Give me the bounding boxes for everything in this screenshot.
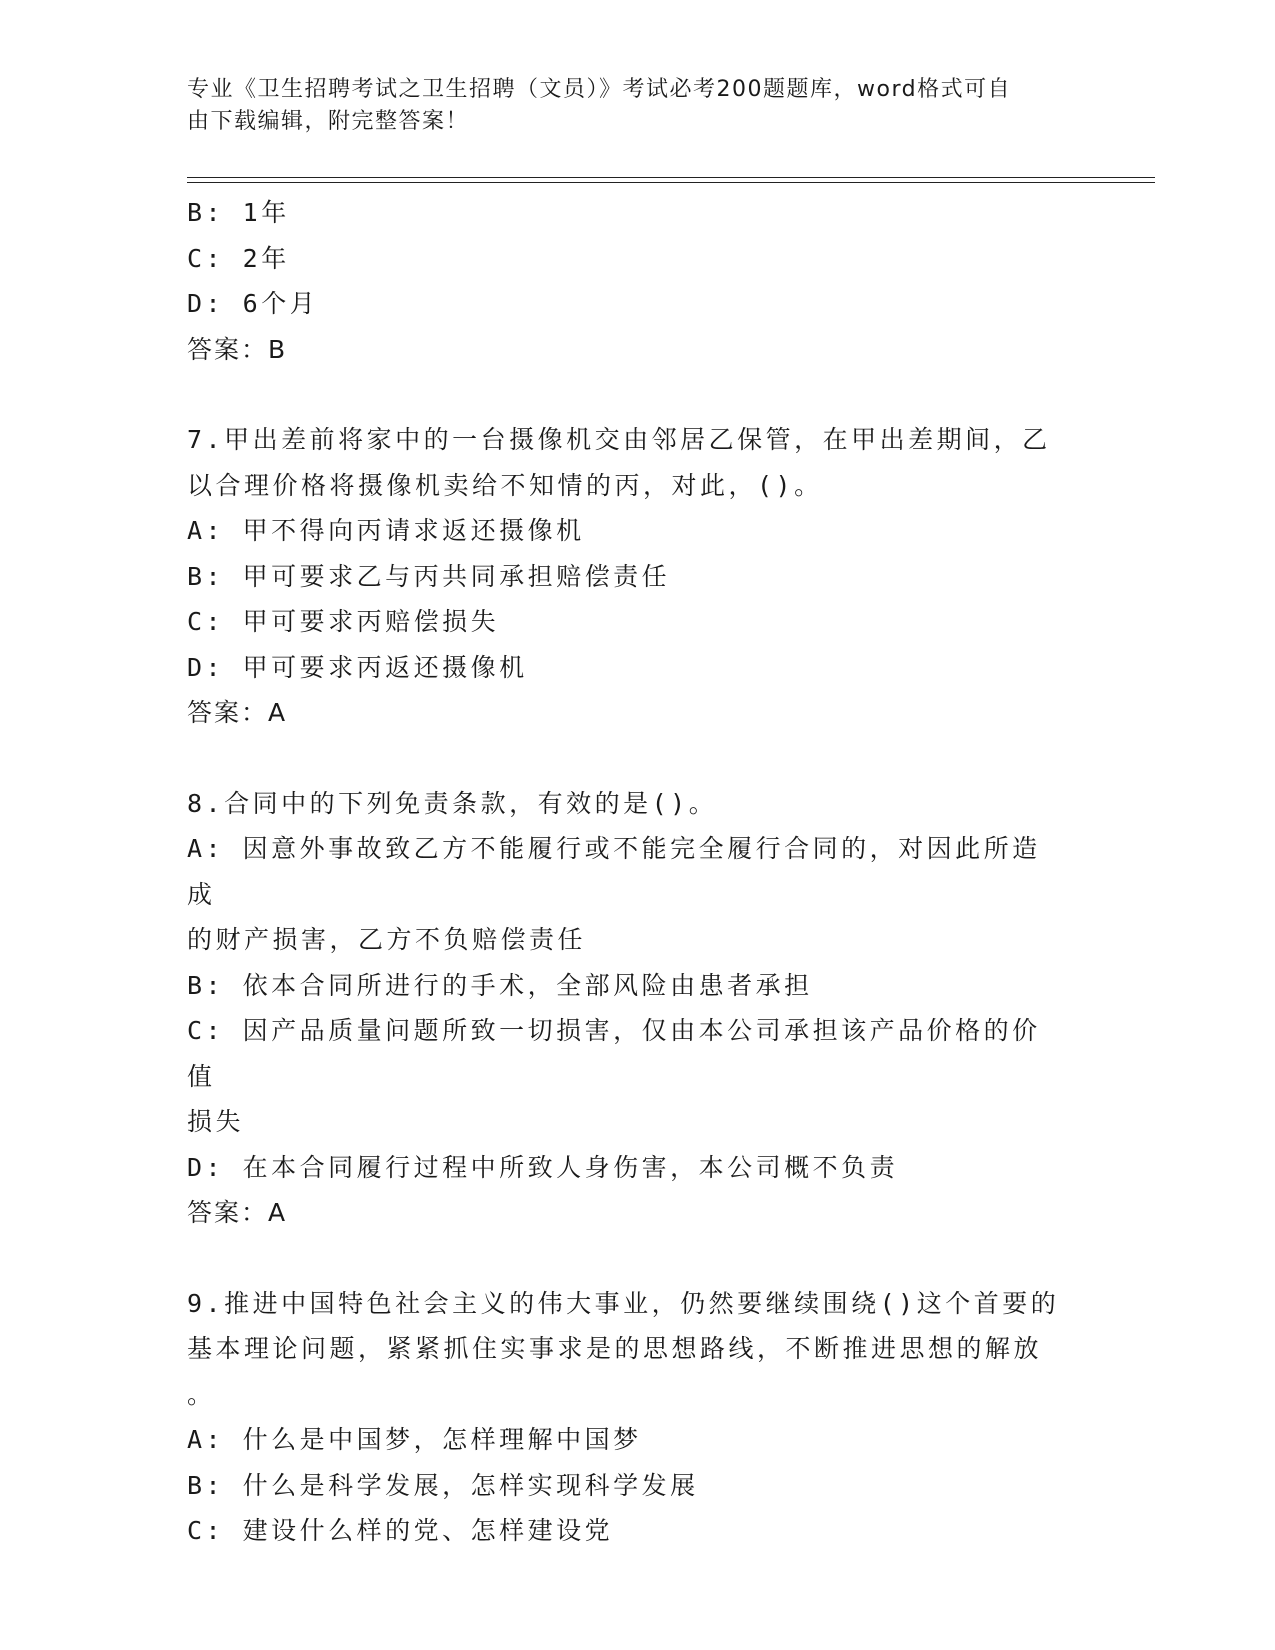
question-9 xyxy=(187,1281,1067,1554)
q8-option-a-line-1: A: 因意外事故致乙方不能履行或不能完全履行合同的，对因此所造成 xyxy=(187,834,1041,909)
q6-option-b: B: 1年 xyxy=(187,198,290,227)
q6-option-d: D: 6个月 xyxy=(187,289,319,318)
question-list xyxy=(187,190,1067,1554)
header-rule-bottom xyxy=(187,182,1155,183)
spacer xyxy=(187,1236,1067,1281)
question-7 xyxy=(187,417,1067,736)
q7-answer: 答案：A xyxy=(187,698,288,727)
question-6-tail xyxy=(187,190,1067,372)
q8-answer: 答案：A xyxy=(187,1198,288,1227)
spacer xyxy=(187,372,1067,417)
q7-stem-line-1: 7.甲出差前将家中的一台摄像机交由邻居乙保管，在甲出差期间，乙 xyxy=(187,425,1051,454)
spacer xyxy=(187,736,1067,781)
q7-option-a: A: 甲不得向丙请求返还摄像机 xyxy=(187,516,585,545)
q9-option-a: A: 什么是中国梦，怎样理解中国梦 xyxy=(187,1425,642,1454)
q7-option-c: C: 甲可要求丙赔偿损失 xyxy=(187,607,500,636)
q7-option-b: B: 甲可要求乙与丙共同承担赔偿责任 xyxy=(187,561,671,591)
q8-option-c-line-1: C: 因产品质量问题所致一切损害，仅由本公司承担该产品价格的价值 xyxy=(187,1016,1041,1091)
header-line-1: 专业《卫生招聘考试之卫生招聘（文员）》考试必考200题题库，word格式可自 xyxy=(187,77,1012,102)
q8-option-b: B: 依本合同所进行的手术，全部风险由患者承担 xyxy=(187,970,813,1000)
header-line-2: 由下载编辑，附完整答案！ xyxy=(187,109,470,134)
q9-stem-line-3: 。 xyxy=(187,1379,216,1409)
q7-stem-line-2: 以合理价格将摄像机卖给不知情的丙，对此，()。 xyxy=(187,470,823,500)
q9-stem-line-1: 9.推进中国特色社会主义的伟大事业，仍然要继续围绕()这个首要的 xyxy=(187,1288,1060,1318)
q9-stem-line-2: 基本理论问题，紧紧抓住实事求是的思想路线，不断推进思想的解放 xyxy=(187,1334,1043,1363)
q8-stem: 8.合同中的下列免责条款，有效的是()。 xyxy=(187,788,718,818)
q6-option-c: C: 2年 xyxy=(187,243,290,273)
q8-option-d: D: 在本合同履行过程中所致人身伤害，本公司概不负责 xyxy=(187,1152,899,1182)
question-8 xyxy=(187,781,1067,1236)
q8-option-a-line-2: 的财产损害，乙方不负赔偿责任 xyxy=(187,925,587,954)
q8-option-c-line-2: 损失 xyxy=(187,1107,245,1136)
q9-option-c: C: 建设什么样的党、怎样建设党 xyxy=(187,1516,614,1545)
q6-answer: 答案：B xyxy=(187,334,288,364)
header-rule-top xyxy=(187,177,1155,178)
q9-option-b: B: 什么是科学发展，怎样实现科学发展 xyxy=(187,1470,699,1500)
q7-option-d: D: 甲可要求丙返还摄像机 xyxy=(187,652,528,682)
document-header xyxy=(187,74,1067,138)
